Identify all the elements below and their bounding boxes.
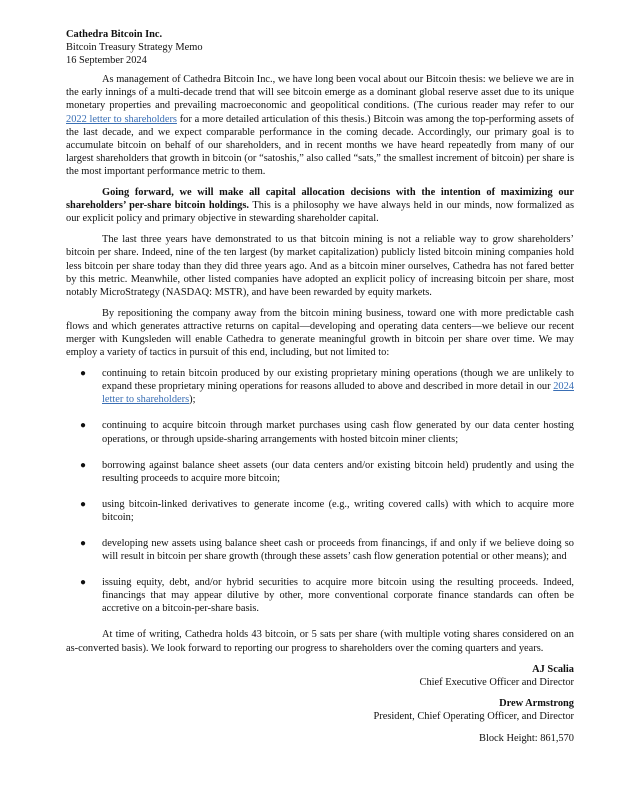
list-item-text: developing new assets using balance sheet cash or proceeds from financings, if and only if we believe doing so will result in bitcoin per share growth (through these assets’ cash flow generation potential or other means); and: [102, 538, 574, 563]
list-item: [66, 459, 574, 485]
signatory-title: President, Chief Operating Officer, and Director: [373, 710, 574, 722]
memo-date: 16 September 2024: [66, 55, 147, 67]
signature-block-ceo: [66, 663, 574, 689]
list-item: [66, 537, 574, 563]
bullet-icon: ●: [80, 538, 87, 549]
list-item: [66, 419, 574, 445]
paragraph-text: As management of Cathedra Bitcoin Inc., we have long been vocal about our Bitcoin thesis: we believe we are in the early innings of a multi-decade trend that will see bitcoin emerge as a dominant global reserve asset due to its unique monetary properties and prevailing macroeconomic and geopolitical conditions. (The curious reader may refer to our: [66, 74, 574, 112]
list-item: [66, 367, 574, 406]
paragraph-text: This is a philosophy we have always held in our minds, now formalized as our explicit policy and primary objective in stewarding shareholder capital.: [66, 200, 574, 225]
paragraph-repositioning: By repositioning the company away from the bitcoin mining business, toward one with more predictable cash flows and which generates attractive returns on capital—developing and operating data centers—we believe our recent merger with Kungsleden will enable Cathedra to generate meaningful growth in bitcoin per share over time. We may employ a variety of tactics in pursuit of this end, including, but not limited to:: [66, 307, 574, 359]
list-item-text: borrowing against balance sheet assets (our data centers and/or existing bitcoin held) prudently and using the resulting proceeds to acquire more bitcoin;: [102, 459, 574, 484]
company-name: Cathedra Bitcoin Inc.: [66, 29, 163, 40]
paragraph-mining: The last three years have demonstrated to us that bitcoin mining is not a reliable way to grow shareholders’ bitcoin per share. Indeed, nine of the ten largest (by market capitalization) publicly listed bitcoin mining companies hold less bitcoin per share today than they did three years ago. And as a bitcoin miner ourselves, Cathedra has not fared better by this metric. Meanwhile, other listed companies have adopted an explicit policy of increasing bitcoin per share, most notably MicroStrategy (NASDAQ: MSTR), and have been rewarded by equity markets.: [66, 234, 574, 298]
block-height: Block Height: 861,570: [479, 733, 574, 745]
bullet-icon: ●: [80, 498, 87, 510]
bullet-icon: ●: [80, 459, 87, 471]
signatory-title: Chief Executive Officer and Director: [419, 676, 574, 688]
paragraph-text: for a more detailed articulation of this thesis.) Bitcoin was among the top-performing assets of the last decade, and we expect comparable performance in the coming decade. Accordingly, our primary goal is to accumulate bitcoin on behalf of our shareholders, and in recent months we have heard repeatedly from many of our largest shareholders that growth in bitcoin (or “satoshis,” also called “sats,” the smallest increment of bitcoin) per share is the most important performance metric to them.: [66, 113, 574, 177]
list-item-text: );: [189, 394, 196, 406]
paragraph-holdings: At time of writing, Cathedra holds 43 bitcoin, or 5 sats per share (with multiple voting shares considered on an as-converted basis). We look forward to reporting our progress to shareholders over the coming quarters and years.: [66, 629, 574, 654]
list-item-text: issuing equity, debt, and/or hybrid securities to acquire more bitcoin using the resulting proceeds. Indeed, financings that may appear dilutive by other, more conventional corporate finance standards can often be accretive on a bitcoin-per-share basis.: [102, 577, 574, 615]
letter-2022-link[interactable]: 2022 letter to shareholders: [66, 113, 177, 125]
bullet-icon: ●: [80, 368, 87, 380]
list-item-text: continuing to acquire bitcoin through market purchases using cash flow generated by our data center hosting operations, or through upside-sharing arrangements with hosted bitcoin miner clients;: [102, 420, 574, 445]
bullet-icon: ●: [80, 577, 87, 589]
policy-statement-bold: Going forward, we will make all capital allocation decisions with the intention of maximizing our shareholders’ per-share bitcoin holdings.: [66, 187, 574, 212]
paragraph-thesis: [66, 73, 574, 178]
signatory-name: AJ Scalia: [532, 663, 574, 675]
memo-page: [66, 28, 574, 745]
bullet-icon: ●: [80, 420, 87, 432]
signature-block-president: [66, 697, 574, 723]
tactics-list: [66, 367, 574, 615]
list-item: [66, 576, 574, 615]
paragraph-policy: [66, 186, 574, 225]
signatory-name: Drew Armstrong: [499, 697, 574, 709]
memo-title: Bitcoin Treasury Strategy Memo: [66, 42, 203, 54]
list-item-text: using bitcoin-linked derivatives to generate income (e.g., writing covered calls) with which to acquire more bitcoin;: [102, 498, 574, 523]
list-item: [66, 498, 574, 524]
letter-2024-link[interactable]: 2024 letter to shareholders: [102, 381, 574, 406]
list-item-text: continuing to retain bitcoin produced by our existing proprietary mining operations (though we are unlikely to expand these proprietary mining operations for reasons alluded to above and described in more detail in our: [102, 368, 574, 393]
